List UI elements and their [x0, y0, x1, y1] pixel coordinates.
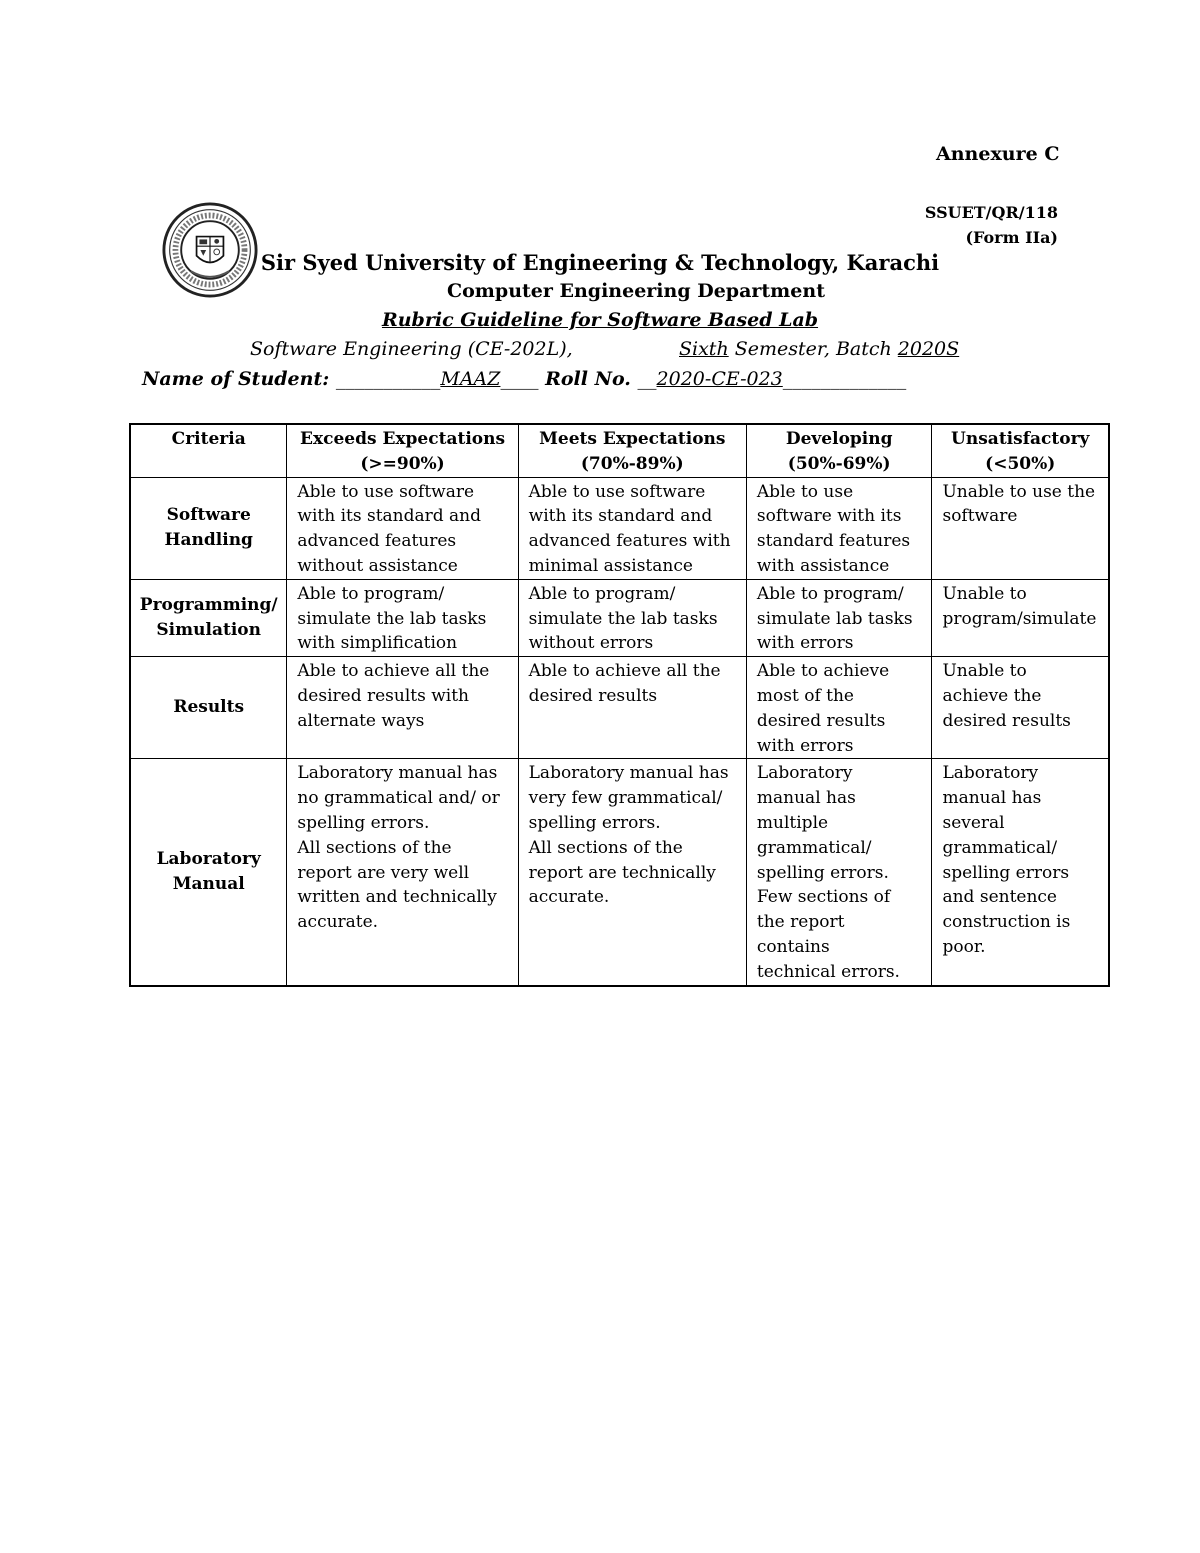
rubric-cell-text: Few sections of [756, 887, 891, 908]
roll-no-blank-after: _____________ [782, 368, 907, 390]
rubric-cell-text: Able to achieve all the [297, 661, 490, 682]
table-header-row [130, 424, 1109, 477]
rubric-cell-text: without errors [528, 633, 654, 654]
rubric-cell-text: technical errors. [756, 961, 900, 982]
rubric-cell-text: with its standard and [528, 506, 713, 527]
rubric-cell-text: achieve the [942, 685, 1042, 706]
rubric-cell-text: Laboratory [942, 763, 1039, 784]
rubric-cell-text: with errors [756, 735, 854, 756]
rubric-cell-text: All sections of the [297, 837, 452, 858]
department-name: Computer Engineering Department [447, 280, 825, 302]
rubric-cell-text: written and technically [297, 887, 497, 908]
rubric-cell-text: desired results [756, 710, 886, 731]
student-name-label: Name of Student: [142, 368, 336, 390]
rubric-cell-text: Unable to [942, 661, 1027, 682]
rubric-cell-text: desired results with [297, 685, 470, 706]
header-meets: Meets Expectations (70%-89%) [518, 424, 746, 477]
rubric-cell [287, 759, 518, 986]
rubric-cell-text: software with its [756, 506, 902, 527]
rubric-cell [518, 657, 746, 759]
rubric-cell-text: with its standard and [297, 506, 482, 527]
rubric-cell-text: with errors [756, 633, 854, 654]
rubric-cell-text: minimal assistance [528, 555, 693, 576]
rubric-cell-text: Able to achieve all the [528, 661, 721, 682]
semester-word: Sixth [679, 338, 729, 360]
table-row [130, 477, 1109, 579]
header-unsatisfactory: Unsatisfactory (<50%) [932, 424, 1109, 477]
criteria-text: Results [173, 697, 245, 718]
form-code-type: (Form IIa) [965, 228, 1058, 247]
rubric-cell-text: grammatical/ [942, 837, 1058, 858]
rubric-cell-text: most of the [756, 685, 854, 706]
student-name-blank: ___________ [335, 368, 441, 390]
rubric-cell-text: Laboratory manual has [528, 763, 729, 784]
rubric-cell-text: Unable to use the [942, 481, 1096, 502]
table-row [130, 759, 1109, 986]
rubric-cell-text: Laboratory [756, 763, 853, 784]
rubric-cell [287, 477, 518, 579]
rubric-cell-text: with assistance [756, 555, 890, 576]
rubric-cell [287, 657, 518, 759]
roll-no-label: Roll No. [538, 368, 638, 390]
student-name-value: MAAZ [440, 368, 501, 390]
criteria-text: Software [166, 505, 251, 526]
rubric-cell [932, 657, 1109, 759]
rubric-cell-text: program/simulate [942, 608, 1097, 629]
rubric-cell-text: poor. [942, 936, 986, 957]
rubric-cell-text: Able to use software [528, 481, 706, 502]
rubric-cell [932, 579, 1109, 656]
rubric-cell-text: several [942, 812, 1005, 833]
form-code-number: SSUET/QR/118 [924, 203, 1058, 222]
rubric-cell-text: standard features [756, 531, 911, 552]
rubric-cell [746, 657, 932, 759]
criteria-cell [130, 657, 287, 759]
rubric-cell-text: Unable to [942, 583, 1027, 604]
rubric-cell-text: report are technically [528, 862, 716, 883]
rubric-cell-text: spelling errors. [528, 812, 661, 833]
batch-value: 2020S [897, 338, 960, 360]
rubric-cell-text: software [942, 506, 1018, 527]
rubric-cell [746, 759, 932, 986]
rubric-cell-text: alternate ways [297, 710, 425, 731]
rubric-title: Rubric Guideline for Software Based Lab [381, 309, 819, 331]
criteria-text: Manual [172, 873, 245, 894]
rubric-cell-text: Able to achieve [756, 661, 890, 682]
criteria-text: Laboratory [156, 849, 261, 870]
header-developing: Developing (50%-69%) [746, 424, 932, 477]
rubric-cell [932, 477, 1109, 579]
rubric-cell [518, 759, 746, 986]
rubric-cell-text: simulate the lab tasks [297, 608, 487, 629]
rubric-cell-text: without assistance [297, 555, 458, 576]
rubric-cell-text: manual has [942, 788, 1042, 809]
header-criteria: Criteria [130, 424, 287, 477]
rubric-cell-text: Able to use software [297, 481, 475, 502]
rubric-cell-text: Able to program/ [528, 583, 676, 604]
rubric-cell-text: spelling errors. [756, 862, 889, 883]
criteria-text: Handling [164, 530, 253, 551]
rubric-cell-text: and sentence [942, 887, 1057, 908]
rubric-cell-text: spelling errors [942, 862, 1070, 883]
annexure-label: Annexure C [936, 143, 1060, 165]
criteria-cell [130, 579, 287, 656]
header-exceeds: Exceeds Expectations (>=90%) [287, 424, 518, 477]
rubric-cell [518, 579, 746, 656]
student-name-blank-after: ____ [500, 368, 539, 390]
rubric-cell-text: multiple [756, 812, 829, 833]
rubric-cell-text: simulate lab tasks [756, 608, 913, 629]
table-row [130, 579, 1109, 656]
table-row [130, 657, 1109, 759]
form-code [925, 200, 1058, 250]
rubric-cell-text: Laboratory manual has [297, 763, 498, 784]
rubric-cell-text: manual has [756, 788, 856, 809]
rubric-cell-text: construction is [942, 912, 1071, 933]
rubric-table [129, 423, 1110, 987]
rubric-cell-text: accurate. [297, 912, 379, 933]
rubric-cell-text: simulate the lab tasks [528, 608, 718, 629]
student-info-line [142, 368, 906, 390]
rubric-cell-text: very few grammatical/ [528, 788, 723, 809]
rubric-cell-text: accurate. [528, 887, 610, 908]
rubric-cell [932, 759, 1109, 986]
rubric-cell-text: advanced features [297, 531, 457, 552]
rubric-cell-text: with simplification [297, 633, 458, 654]
rubric-cell-text: report are very well [297, 862, 470, 883]
rubric-cell [287, 579, 518, 656]
criteria-cell [130, 477, 287, 579]
university-name: Sir Syed University of Engineering & Technology, Karachi [260, 250, 940, 275]
rubric-cell-text: Able to use [756, 481, 854, 502]
criteria-cell [130, 759, 287, 986]
rubric-cell-text: desired results [942, 710, 1071, 731]
rubric-cell [746, 477, 932, 579]
course-name: Software Engineering (CE-202L), [250, 338, 573, 360]
rubric-cell-text: Able to program/ [756, 583, 904, 604]
roll-no-value: 2020-CE-023 [656, 368, 783, 390]
semester-batch [679, 338, 959, 360]
semester-text: Semester, Batch [728, 338, 898, 360]
roll-no-blank: __ [637, 368, 657, 390]
rubric-cell [518, 477, 746, 579]
rubric-cell-text: spelling errors. [297, 812, 430, 833]
rubric-cell-text: Able to program/ [297, 583, 445, 604]
criteria-text: Programming/ [139, 595, 278, 616]
rubric-cell [746, 579, 932, 656]
rubric-cell-text: advanced features with [528, 531, 731, 552]
rubric-cell-text: the report contains [756, 912, 845, 957]
criteria-text: Simulation [156, 619, 261, 640]
rubric-cell-text: grammatical/ [756, 837, 872, 858]
rubric-cell-text: desired results [528, 685, 658, 706]
rubric-cell-text: no grammatical and/ or [297, 788, 500, 809]
rubric-cell-text: All sections of the [528, 837, 683, 858]
